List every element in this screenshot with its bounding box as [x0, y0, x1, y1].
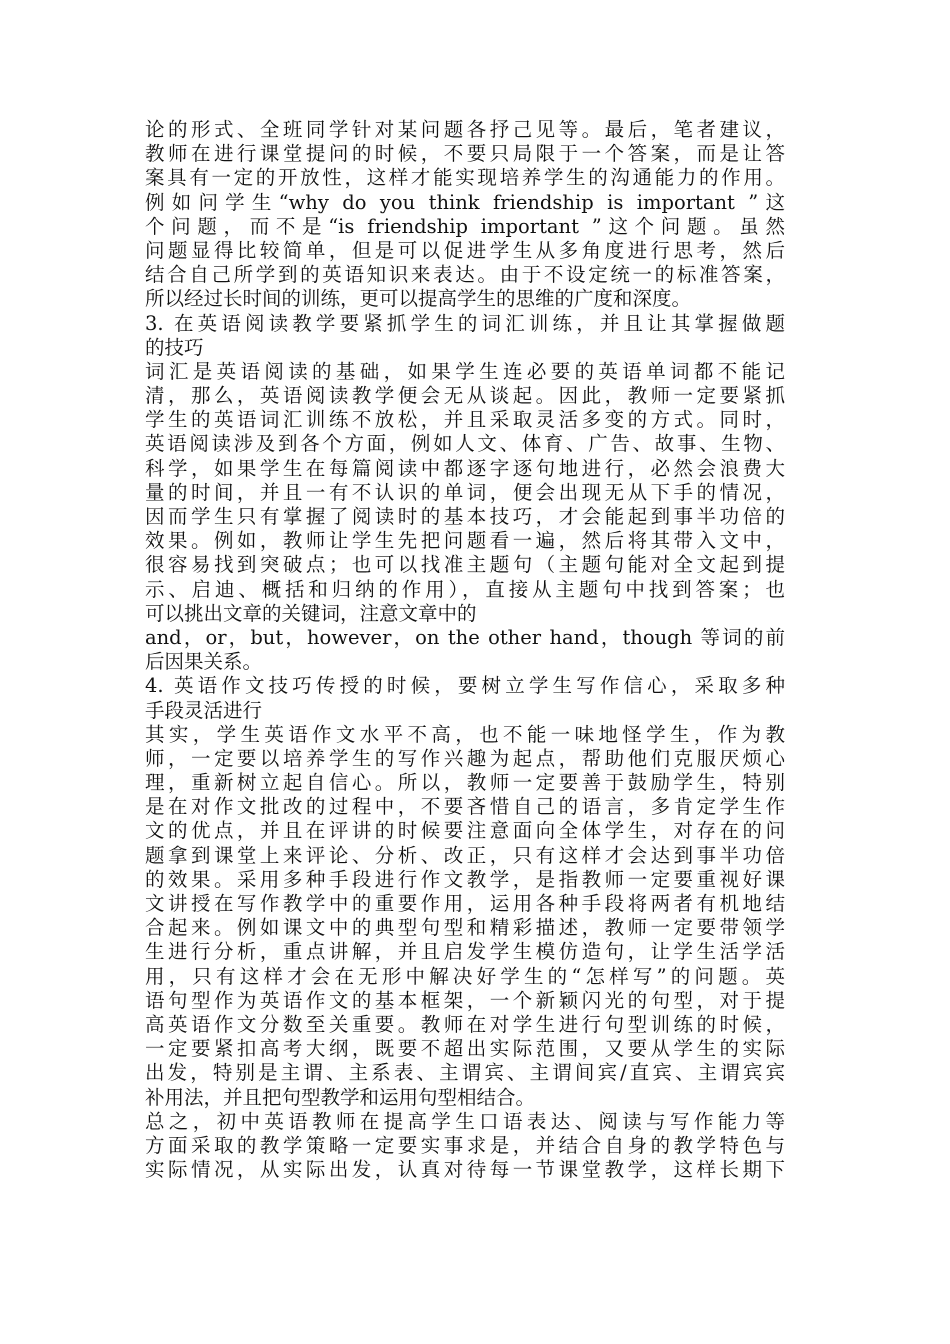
text-line: 文的优点，并且在评讲的时候要注意面向全体学生，对存在的问 [145, 819, 785, 843]
text-line: 是在对作文批改的过程中，不要吝惜自己的语言，多肯定学生作 [145, 795, 785, 819]
text-line: 一定要紧扣高考大纲，既要不超出实际范围，又要从学生的实际 [145, 1037, 785, 1061]
text-line: 理，重新树立起自信心。所以，教师一定要善于鼓励学生，特别 [145, 771, 785, 795]
text-line: 题拿到课堂上来评论、分析、改正，只有这样才会达到事半功倍 [145, 843, 785, 867]
text-line: 量的时间，并且一有不认识的单词，便会出现无从下手的情况， [145, 480, 785, 504]
text-line: and，or，but，however，on the other hand，though 等词的前 [145, 625, 785, 649]
text-line: 其实，学生英语作文水平不高，也不能一味地怪学生，作为教 [145, 722, 785, 746]
text-line: 很容易找到突破点；也可以找准主题句（主题句能对全文起到提 [145, 553, 785, 577]
text-line: 效果。例如，教师让学生先把问题看一遍，然后将其带入文中， [145, 529, 785, 553]
text-line: 论的形式、全班同学针对某问题各抒己见等。最后，笔者建议， [145, 118, 785, 141]
text-line: 高英语作文分数至关重要。教师在对学生进行句型训练的时候， [145, 1012, 785, 1036]
text-line: 文讲授在写作教学中的重要作用，运用各种手段将两者有机地结 [145, 892, 785, 915]
text-line: 3. 在英语阅读教学要紧抓学生的词汇训练，并且让其掌握做题 [145, 311, 785, 335]
text-line: 问题显得比较简单，但是可以促进学生从多角度进行思考，然后 [145, 238, 785, 262]
document-body [145, 118, 785, 1182]
text-line: 实际情况，从实际出发，认真对待每一节课堂教学，这样长期下 [145, 1158, 785, 1182]
text-line: 科学，如果学生在每篇阅读中都逐字逐句地进行，必然会浪费大 [145, 456, 785, 480]
text-line: 的技巧 [145, 335, 204, 359]
text-line: 合起来。例如课文中的典型句型和精彩描述，教师一定要带领学 [145, 916, 785, 940]
text-line: 英语阅读涉及到各个方面，例如人文、体育、广告、故事、生物、 [145, 432, 785, 456]
text-line: 方面采取的教学策略一定要实事求是，并结合自身的教学特色与 [145, 1133, 785, 1157]
text-line: 生进行分析，重点讲解，并且启发学生模仿造句，让学生活学活 [145, 940, 785, 964]
text-line: 案具有一定的开放性，这样才能实现培养学生的沟通能力的作用。 [145, 166, 785, 190]
text-line: 可以挑出文章的关键词，注意文章中的 [145, 601, 477, 625]
text-line: 出发，特别是主谓、主系表、主谓宾、主谓间宾/直宾、主谓宾宾 [145, 1061, 785, 1085]
text-line: 词汇是英语阅读的基础，如果学生连必要的英语单词都不能记 [145, 359, 785, 383]
text-line: 教师在进行课堂提问的时候，不要只局限于一个答案，而是让答 [145, 142, 785, 166]
text-line: 补用法，并且把句型教学和运用句型相结合。 [145, 1085, 536, 1109]
text-line: 用，只有这样才会在无形中解决好学生的“怎样写”的问题。英 [145, 964, 785, 988]
text-line: 的效果。采用多种手段进行作文教学，是指教师一定要重视好课 [145, 867, 785, 891]
text-line: 所以经过长时间的训练，更可以提高学生的思维的广度和深度。 [145, 287, 692, 311]
text-line: 后因果关系。 [145, 650, 263, 674]
text-line: 清，那么，英语阅读教学便会无从谈起。因此，教师一定要紧抓 [145, 384, 785, 408]
text-line: 语句型作为英语作文的基本框架，一个新颖闪光的句型，对于提 [145, 988, 785, 1012]
text-line: 例如问学生“why do you think friendship is important ”这 [145, 190, 785, 214]
text-line: 学生的英语词汇训练不放松，并且采取灵活多变的方式。同时， [145, 408, 785, 432]
text-line: 4. 英语作文技巧传授的时候，要树立学生写作信心，采取多种 [145, 674, 785, 698]
text-line: 因而学生只有掌握了阅读时的基本技巧，才会能起到事半功倍的 [145, 505, 785, 528]
text-line: 总之，初中英语教师在提高学生口语表达、阅读与写作能力等 [145, 1109, 785, 1133]
text-line: 个问题，而不是“is friendship important ”这个问题。虽然 [145, 214, 785, 238]
text-line: 师，一定要以培养学生的写作兴趣为起点，帮助他们克服厌烦心 [145, 746, 785, 770]
text-line: 手段灵活进行 [145, 698, 263, 722]
text-line: 示、启迪、概括和归纳的作用），直接从主题句中找到答案；也 [145, 577, 785, 601]
text-line: 结合自己所学到的英语知识来表达。由于不设定统一的标准答案， [145, 263, 785, 287]
